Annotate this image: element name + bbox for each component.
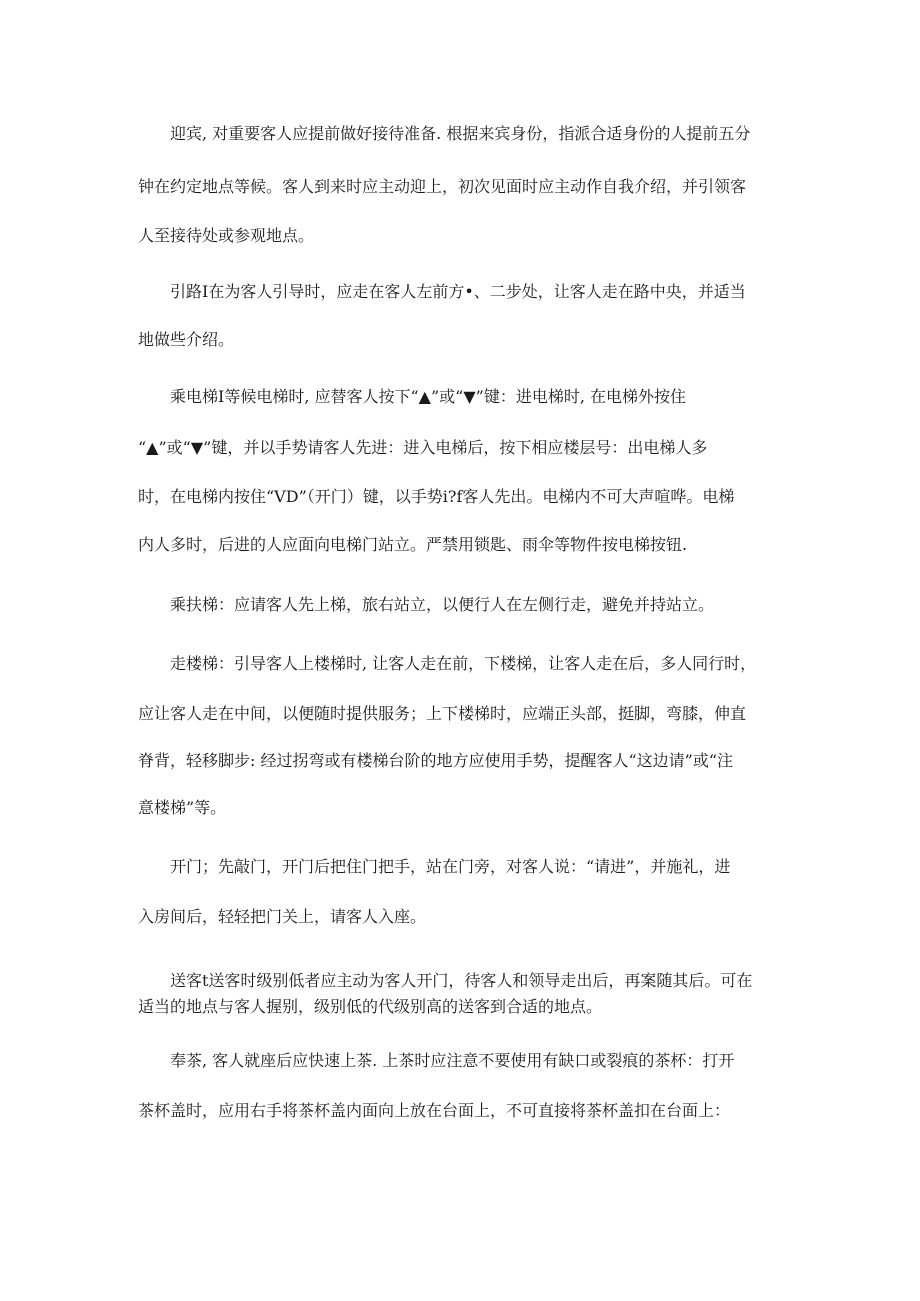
text-line: 开门；先敲门，开门后把住门把手，站在门旁，对客人说：“请进”，并施礼，进 — [170, 857, 731, 876]
text-line: 人至接待处或参观地点。 — [138, 226, 315, 245]
text-line: 脊背，轻移脚步: 经过拐弯或有楼梯台阶的地方应使用手势，提醒客人“这边请”或“注 — [138, 751, 734, 770]
text-line: 钟在约定地点等候。客人到来时应主动迎上，初次见面时应主动作自我介绍，并引领客 — [138, 177, 747, 196]
text-line: 适当的地点与客人握别，级别低的代级别高的送客到合适的地点。 — [138, 997, 603, 1016]
text-line: 时，在电梯内按住“VD”（开门）键，以手势i?f客人先出。电梯内不可大声喧哗。电梯 — [138, 487, 735, 506]
text-line: 应让客人走在中间，以便随时提供服务；上下楼梯时，应端正头部，挺脚，弯膝，伸直 — [138, 704, 747, 723]
text-line: 引路I在为客人引导时，应走在客人左前方•、二步处，让客人走在路中央，并适当 — [170, 282, 746, 301]
text-line: 奉茶, 客人就座后应快速上茶. 上茶时应注意不要使用有缺口或裂痕的茶杯：打开 — [170, 1051, 735, 1070]
text-line: 迎宾, 对重要客人应提前做好接待准备. 根据来宾身份，指派合适身份的人提前五分 — [170, 124, 751, 143]
text-line: 地做些介绍。 — [138, 330, 235, 349]
text-line: 乘扶梯：应请客人先上梯，旅右站立，以便行人在左侧行走，避免并持站立。 — [170, 595, 715, 614]
text-line: 乘电梯I等候电梯时, 应替客人按下“▲”或“▼”键：进电梯时, 在电梯外按住 — [170, 387, 686, 406]
text-line: 意楼梯”等。 — [138, 798, 227, 817]
text-line: 走楼梯：引导客人上楼梯时, 让客人走在前，下楼梯，让客人走在后，多人同行时， — [170, 654, 757, 673]
text-line: 内人多时，后进的人应面向电梯门站立。严禁用锁匙、雨伞等物件按电梯按钮. — [138, 535, 688, 554]
text-line: 送客t送客时级别低者应主动为客人开门，待客人和领导走出后，再案随其后。可在 — [170, 971, 753, 990]
text-line: 茶杯盖时，应用右手将茶杯盖内面向上放在台面上，不可直接将茶杯盖扣在台面上： — [138, 1101, 731, 1120]
text-line: 入房间后，轻轻把门关上，请客人入座。 — [138, 907, 427, 926]
text-line: “▲”或“▼”键，并以手势请客人先进：进入电梯后，按下相应楼层号：出电梯人多 — [138, 438, 708, 457]
